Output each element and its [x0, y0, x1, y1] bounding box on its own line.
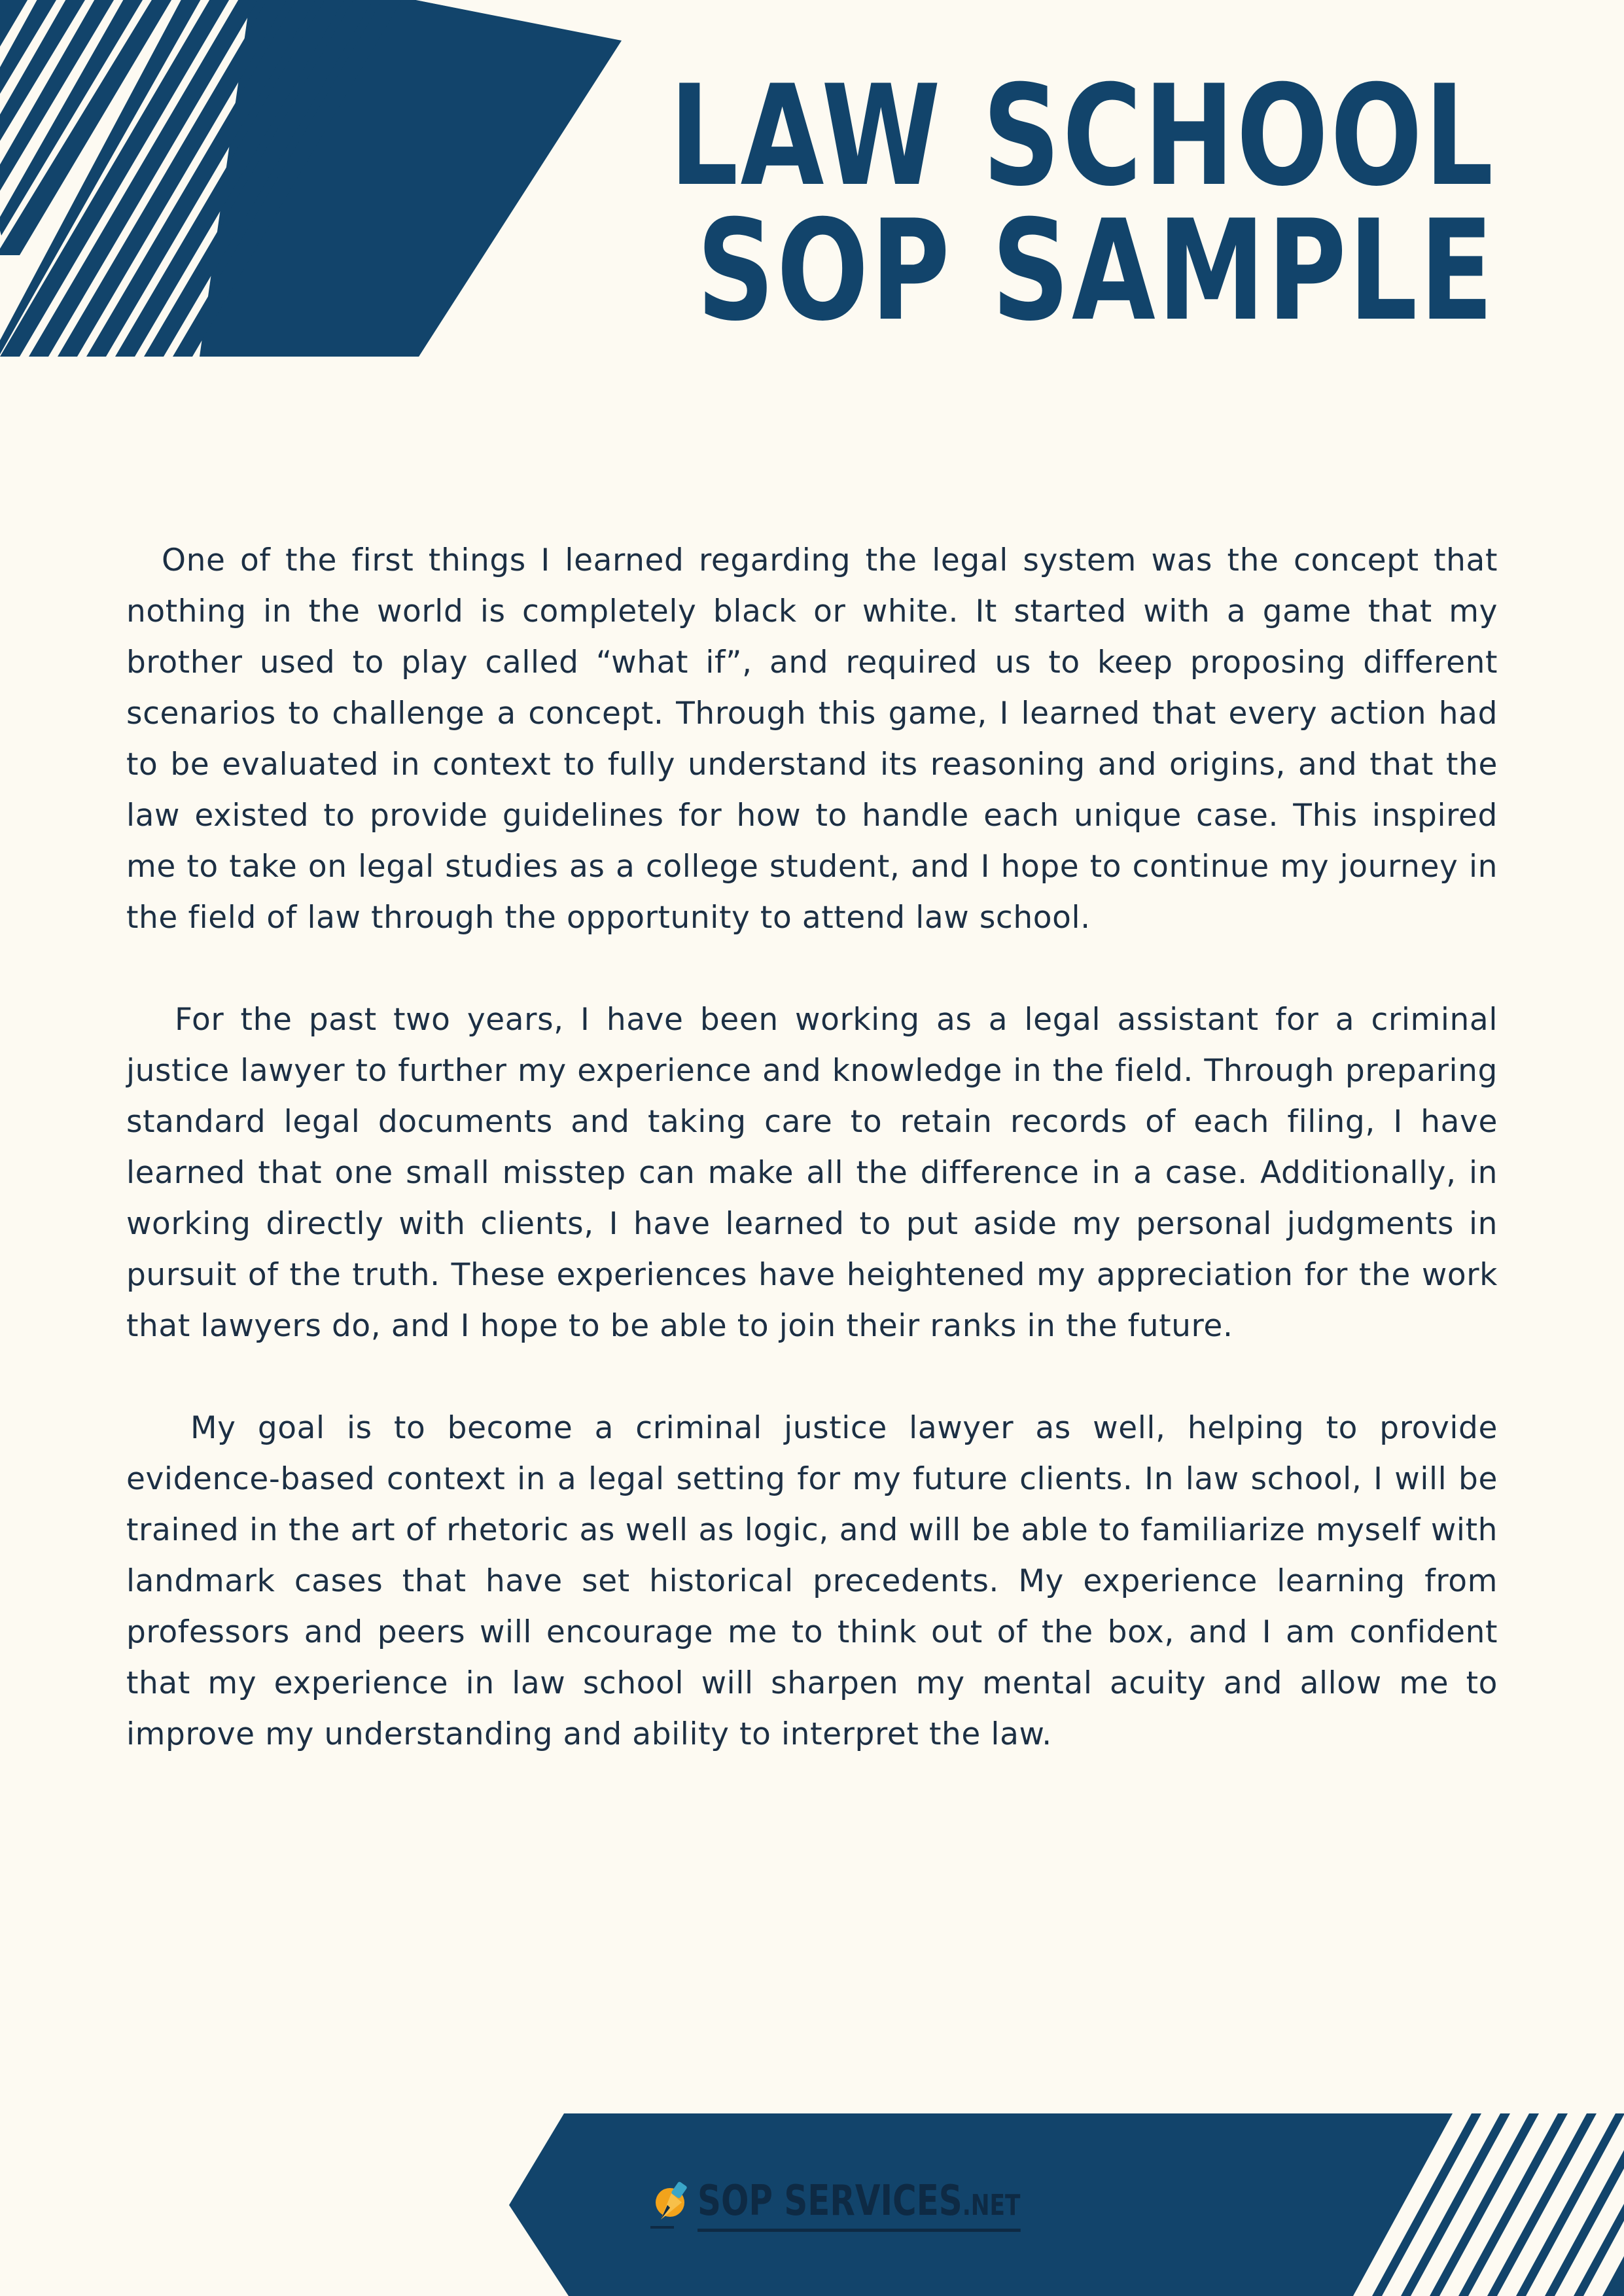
top-stripes-decoration: [0, 0, 628, 360]
logo-suffix-text: .NET: [962, 2189, 1021, 2222]
essay-body: [126, 535, 1498, 1811]
paragraph-2: For the past two years, I have been working as a legal assistant for a criminal justice lawyer to further my experience and knowledge in the field. Through preparing standard legal documents and taking care to retain records of each filing, I have learned that one small misstep can make all the difference in a case. Additionally, in working directly with clients, I have learned to put aside my personal judgments in pursuit of the truth. These experiences have heightened my appreciation for the work that lawyers do, and I hope to be able to join their ranks in the future.: [126, 1002, 1498, 1344]
page-title: [669, 55, 1496, 351]
paragraph-1: One of the first things I learned regarding the legal system was the concept that nothing in the world is completely black or white. It started with a game that my brother used to play called “what if”, and required us to keep proposing different scenarios to challenge a concept. Through this game, I learned that every action had to be evaluated in context to fully understand its reasoning and origins, and that the law existed to provide guidelines for how to handle each unique case. This inspired me to take on legal studies as a college student, and I hope to continue my journey in the field of law through the opportunity to attend law school.: [126, 542, 1498, 936]
title-line-1: LAW SCHOOL: [669, 55, 1496, 217]
title-line-2: SOP SAMPLE: [697, 190, 1496, 351]
logo-wordmark: [697, 2178, 1020, 2232]
logo-main-text: SOP SERVICES: [697, 2177, 962, 2225]
paragraph-3: My goal is to become a criminal justice lawyer as well, helping to provide evidence-based context in a legal setting for my future clients. In law school, I will be trained in the art of rhetoric as well as logic, and will be able to familiarize myself with landmark cases that have set historical precedents. My experience learning from professors and peers will encourage me to think out of the box, and I am confident that my experience in law school will sharpen my mental acuity and allow me to improve my understanding and ability to interpret the law.: [126, 1410, 1498, 1752]
sop-services-logo: [648, 2176, 1112, 2234]
pen-nib-icon: [648, 2179, 694, 2231]
